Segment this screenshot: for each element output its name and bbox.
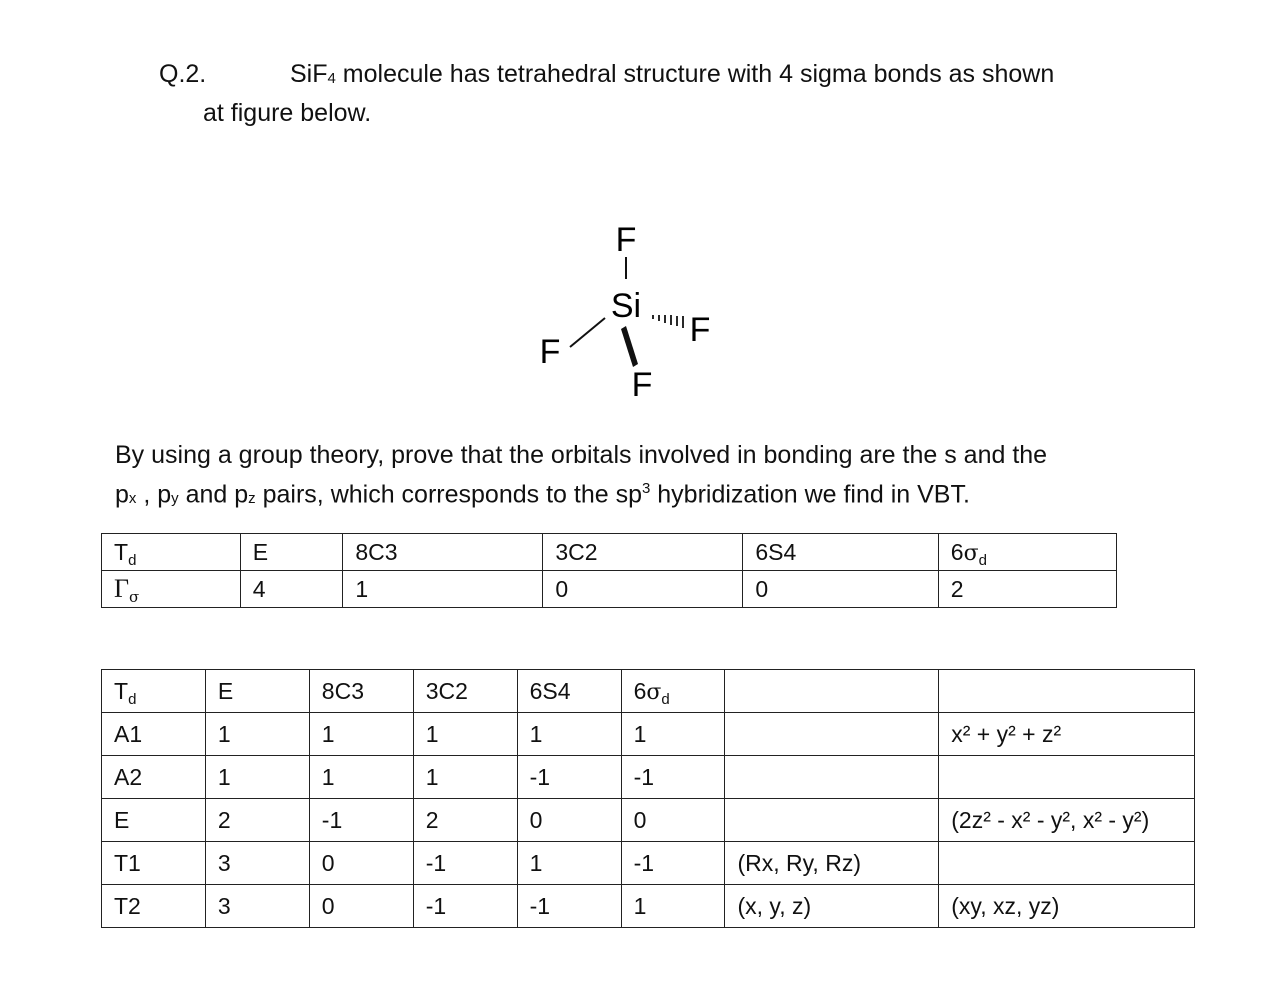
gamma-symbol: $\Gamma_\sigma$ — [102, 571, 241, 608]
value-cell: 1 — [517, 842, 621, 885]
prompt-line1: By using a group theory, prove that the orbitals involved in bonding are the s and the — [115, 441, 1048, 469]
value-cell: 2 — [938, 571, 1116, 608]
value-cell: 1 — [621, 713, 725, 756]
header-cell — [939, 670, 1195, 713]
value-cell: 1 — [413, 756, 517, 799]
header-cell: E — [205, 670, 309, 713]
value-cell: 0 — [621, 799, 725, 842]
silicon-atom: Si — [610, 287, 642, 325]
header-cell: $6\sigma_d$ — [938, 534, 1116, 571]
question-text-line2: at figure below. — [203, 99, 372, 127]
value-cell: 0 — [309, 885, 413, 928]
header-cell: 3C2 — [413, 670, 517, 713]
header-cell: 6S4 — [517, 670, 621, 713]
value-cell: -1 — [621, 756, 725, 799]
linear-function-cell: (x, y, z) — [725, 885, 939, 928]
header-cell — [725, 670, 939, 713]
header-cell: E — [240, 534, 343, 571]
hashed-wedge-bond — [653, 315, 683, 328]
value-cell: 4 — [240, 571, 343, 608]
value-cell: 1 — [309, 756, 413, 799]
value-cell: 1 — [413, 713, 517, 756]
irrep-label: E — [102, 799, 206, 842]
fluorine-atom-bottom: F — [631, 366, 653, 404]
question-text-line1: SiF$_4$ molecule has tetrahedral structure with 4 sigma bonds as shown — [290, 60, 1055, 88]
quadratic-function-cell — [939, 842, 1195, 885]
linear-function-cell: (Rx, Ry, Rz) — [725, 842, 939, 885]
table-row — [102, 534, 1117, 571]
value-cell: 1 — [205, 713, 309, 756]
value-cell: 1 — [343, 571, 543, 608]
value-cell: 0 — [743, 571, 938, 608]
sif4-structure-figure — [525, 215, 735, 405]
linear-function-cell — [725, 799, 939, 842]
prompt-line2: $p_x$ , $p_y$ and $p_z$ pairs, which corresponds to the $sp^3$ hybridization we find in VBT. — [115, 480, 970, 509]
table-row — [102, 670, 1195, 713]
fluorine-atom-right: F — [689, 311, 711, 349]
irrep-label: T2 — [102, 885, 206, 928]
solid-wedge-bond — [621, 326, 638, 367]
value-cell: 1 — [205, 756, 309, 799]
fluorine-atom-top: F — [615, 221, 637, 259]
bond-left — [570, 318, 605, 347]
table-row — [102, 885, 1195, 928]
header-cell: 8C3 — [309, 670, 413, 713]
linear-function-cell — [725, 713, 939, 756]
quadratic-function-cell: (xy, xz, yz) — [939, 885, 1195, 928]
value-cell: 3 — [205, 842, 309, 885]
header-cell: 8C3 — [343, 534, 543, 571]
value-cell: -1 — [517, 885, 621, 928]
header-cell: 3C2 — [543, 534, 743, 571]
value-cell: 2 — [205, 799, 309, 842]
header-cell: $6\sigma_d$ — [621, 670, 725, 713]
value-cell: 3 — [205, 885, 309, 928]
value-cell: 1 — [621, 885, 725, 928]
table-row — [102, 571, 1117, 608]
table-row — [102, 799, 1195, 842]
reducible-representation-table — [101, 533, 1117, 608]
value-cell: 1 — [517, 713, 621, 756]
irrep-label: A2 — [102, 756, 206, 799]
irrep-label: A1 — [102, 713, 206, 756]
value-cell: -1 — [413, 842, 517, 885]
table-row — [102, 842, 1195, 885]
quadratic-function-cell: x² + y² + z² — [939, 713, 1195, 756]
value-cell: 0 — [543, 571, 743, 608]
value-cell: -1 — [413, 885, 517, 928]
value-cell: 0 — [309, 842, 413, 885]
group-label: $T_d$ — [102, 670, 206, 713]
group-label: $T_d$ — [102, 534, 241, 571]
value-cell: 2 — [413, 799, 517, 842]
irrep-label: T1 — [102, 842, 206, 885]
table-row — [102, 756, 1195, 799]
value-cell: -1 — [517, 756, 621, 799]
linear-function-cell — [725, 756, 939, 799]
fluorine-atom-left: F — [539, 333, 561, 371]
table-row — [102, 713, 1195, 756]
header-cell: 6S4 — [743, 534, 938, 571]
character-table — [101, 669, 1195, 928]
question-label: Q.2. — [159, 60, 207, 88]
value-cell: -1 — [621, 842, 725, 885]
value-cell: 0 — [517, 799, 621, 842]
quadratic-function-cell: (2z² - x² - y², x² - y²) — [939, 799, 1195, 842]
quadratic-function-cell — [939, 756, 1195, 799]
value-cell: 1 — [309, 713, 413, 756]
value-cell: -1 — [309, 799, 413, 842]
